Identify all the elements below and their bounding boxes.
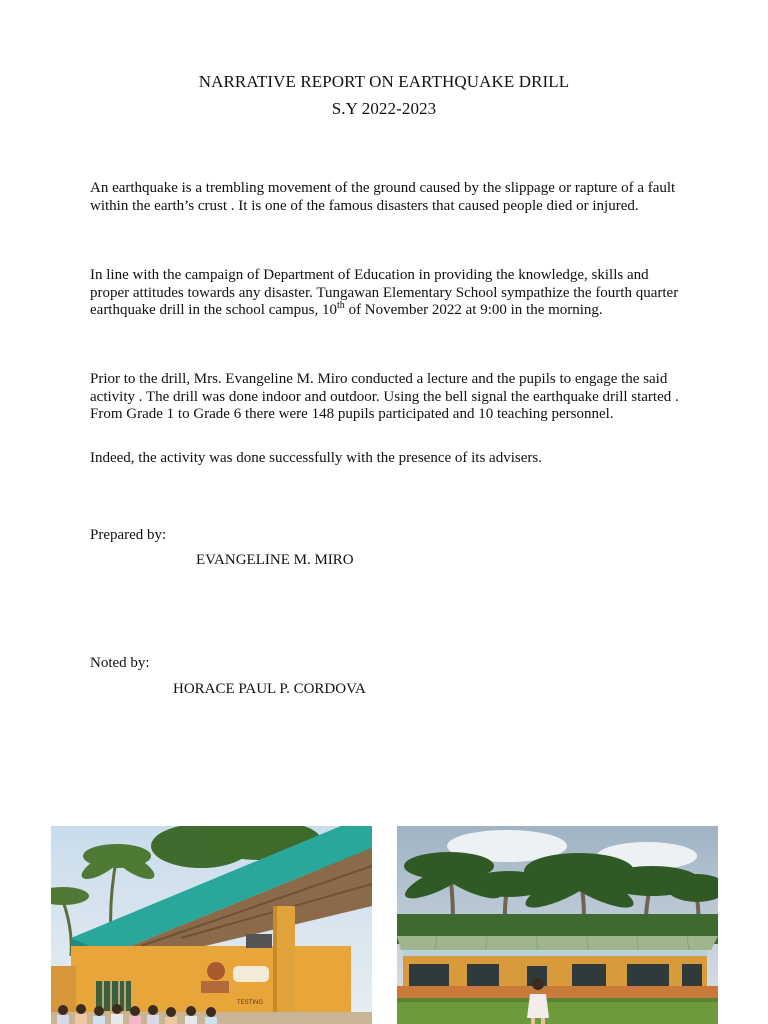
ordinal-suffix: th — [337, 300, 345, 311]
mural-caption: TESTING — [237, 1000, 264, 1006]
paragraph-drill-details: Prior to the drill, Mrs. Evangeline M. Miro conducted a lecture and the pupils to engage the said activity . The drill was done indoor and outdoor. Using the bell signal the earthquake drill started . From Grade 1 to Grade 6 there were 148 pupils participated and 10 teaching personnel. — [90, 371, 679, 422]
photo-school-building-drill — [51, 826, 372, 1024]
report-title-line-1: NARRATIVE REPORT ON EARTHQUAKE DRILL — [198, 72, 570, 91]
prepared-by-label: Prepared by: — [90, 527, 167, 543]
prepared-by-name: EVANGELINE M. MIRO — [196, 552, 354, 568]
paragraph-earthquake-definition: An earthquake is a trembling movement of the ground caused by the slippage or rapture of a fault within the earth’s crust . It is one of the famous disasters that caused people died or injured. — [90, 180, 676, 214]
paragraph-campaign — [90, 267, 690, 320]
paragraph-campaign-text-b: of November 2022 at 9:00 in the morning. — [344, 302, 603, 318]
noted-by-label: Noted by: — [90, 655, 150, 671]
photo-school-campus-palms — [397, 826, 718, 1024]
report-title-line-2: S.Y 2022-2023 — [331, 99, 437, 118]
paragraph-conclusion: Indeed, the activity was done successfully with the presence of its advisers. — [90, 450, 542, 466]
paragraph-campaign-text-a: In line with the campaign of Department of Education in providing the knowledge, skills and proper attitudes towards any disaster. Tungawan Elementary School sympathize the fourth quarter earthquake drill in the school campus, 10 — [90, 267, 679, 318]
noted-by-name: HORACE PAUL P. CORDOVA — [173, 681, 366, 697]
